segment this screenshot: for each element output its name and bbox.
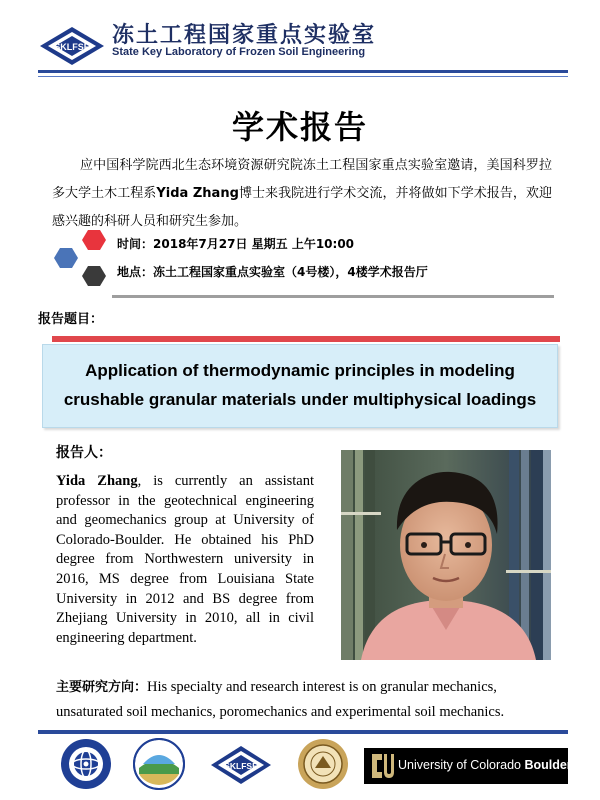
hexagon-decoration-icon xyxy=(50,228,112,290)
intro-part1: 应中国科学院西北生态环境资源研究院冻土工程国家重点实验室邀请，美国科罗拉多大学土木工程系 xyxy=(52,158,552,201)
topic-accent-bar xyxy=(52,336,560,342)
header-rule-thin xyxy=(38,76,568,77)
cas-logo xyxy=(60,738,112,790)
header-rule xyxy=(38,70,568,73)
place-label: 地点： xyxy=(117,265,154,279)
lab-name-cn: 冻土工程国家重点实验室 xyxy=(112,23,377,48)
research-interests xyxy=(56,675,556,724)
topic-line-2: crushable granular materials under multiphysical loadings xyxy=(63,390,537,409)
lab-name-en: State Key Laboratory of Frozen Soil Engineering xyxy=(112,46,366,58)
intro-speaker-name: Yida Zhang xyxy=(156,186,239,201)
cu-seal-logo xyxy=(297,738,349,790)
research-text: His specialty and research interest is on granular mechanics, unsaturated soil mechanics, poromechanics and experimental soil mechanics. xyxy=(56,679,505,720)
cu-logo-icon xyxy=(370,752,396,780)
footer-rule xyxy=(38,730,568,734)
sklfse-footer-logo xyxy=(210,745,272,785)
topic-line-1: Application of thermodynamic principles in modeling xyxy=(85,361,515,380)
research-label: 主要研究方向： xyxy=(56,680,148,695)
speaker-bio xyxy=(56,472,314,648)
event-place xyxy=(117,263,428,280)
institute-logo xyxy=(133,738,185,790)
bio-text: , is currently an assistant professor in the geotechnical engineering and geomechanics group at University of Colorado-Boulder. He obtained his PhD degree from Northwestern university in 2016, MS degree from Louisiana State University in 2012 and BS degree from Zhejiang University in 2010, all in civil engineering department. xyxy=(56,473,314,646)
bio-speaker-name: Yida Zhang xyxy=(56,473,138,489)
event-time xyxy=(117,235,354,252)
cu-banner-text xyxy=(398,758,572,772)
sklfse-logo xyxy=(38,26,106,66)
cu-banner-plain: University of Colorado xyxy=(398,758,525,772)
intro-paragraph xyxy=(52,152,552,236)
svg-text:SKLFSE: SKLFSE xyxy=(224,761,258,771)
topic-label: 报告题目： xyxy=(38,312,104,327)
speaker-photo xyxy=(341,450,551,660)
svg-text:SKLFSE: SKLFSE xyxy=(54,42,90,52)
cu-banner-bold: Boulder xyxy=(524,758,572,772)
intro-part2: 博士来我院进行学术交流，并将做如下学术报告，欢迎感兴趣的科研人员和研究生参加。 xyxy=(52,186,552,229)
place-value: 冻土工程国家重点实验室（4号楼），4楼学术报告厅 xyxy=(153,265,428,279)
speaker-label: 报告人： xyxy=(56,445,112,461)
time-value: 2018年7月27日 星期五 上午10:00 xyxy=(153,237,355,251)
topic-title xyxy=(42,356,558,414)
time-label: 时间： xyxy=(117,237,154,251)
section-divider xyxy=(112,295,554,298)
page-title: 学术报告 xyxy=(231,108,368,146)
